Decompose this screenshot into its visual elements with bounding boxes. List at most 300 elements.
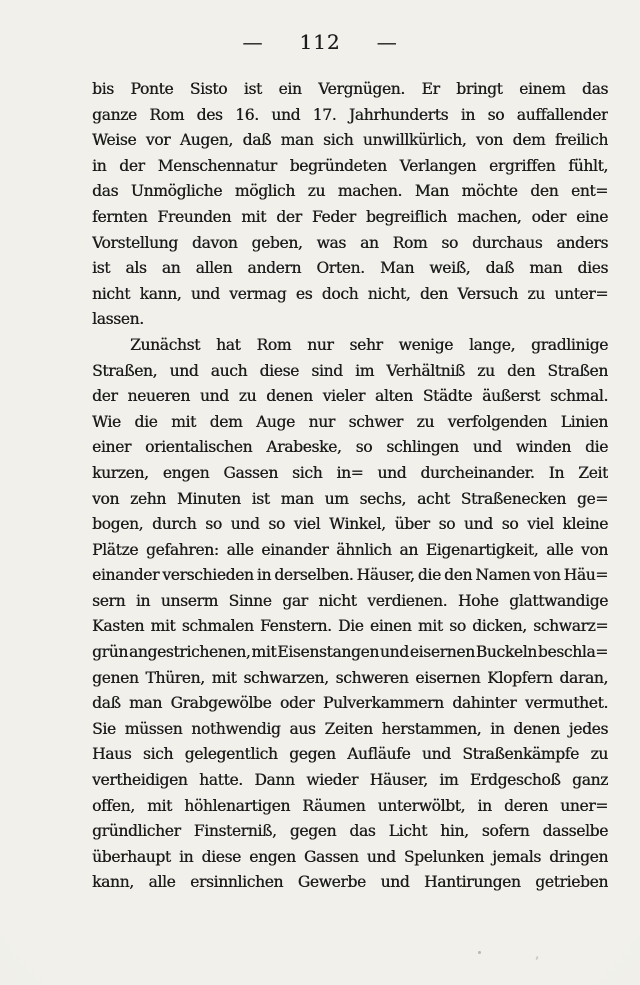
- word: begründeten: [289, 156, 387, 175]
- word: mit: [147, 796, 172, 815]
- word: ge=: [576, 489, 608, 508]
- word: zu: [590, 745, 608, 764]
- word: mit: [417, 617, 443, 636]
- word: in: [477, 796, 492, 815]
- word: oder: [531, 207, 566, 226]
- word: schweren: [335, 668, 409, 687]
- word: getrieben: [535, 873, 608, 892]
- word: sehr: [349, 335, 383, 354]
- word: grün: [92, 643, 128, 662]
- word: Vergnügen.: [318, 80, 405, 98]
- word: sich: [323, 131, 354, 150]
- text-line: [92, 438, 608, 464]
- word: schlingen: [386, 438, 459, 457]
- word: Auge: [255, 412, 295, 431]
- word: die: [584, 438, 608, 457]
- word: Sinne: [228, 591, 272, 610]
- word: deren: [503, 796, 548, 815]
- word: es: [295, 284, 313, 303]
- word: genen: [92, 668, 139, 687]
- word: Plätze: [92, 540, 139, 559]
- word: sechs,: [359, 489, 407, 508]
- word: mit: [171, 412, 196, 431]
- word: das: [349, 822, 376, 841]
- word: Jahrhunderts: [348, 105, 449, 124]
- word: Straßen,: [92, 361, 158, 380]
- word: uner=: [560, 796, 608, 815]
- word: verschieden: [162, 566, 254, 585]
- word: möchte: [461, 182, 518, 201]
- word: geben,: [251, 233, 303, 252]
- word: einem: [519, 80, 566, 98]
- word: doch: [321, 284, 359, 303]
- text-line: [92, 387, 608, 413]
- word: und: [379, 643, 409, 662]
- word: neueren: [127, 387, 190, 406]
- word: den: [530, 182, 559, 201]
- word: lange,: [468, 335, 516, 354]
- word: sern: [92, 591, 126, 610]
- word: durch: [152, 515, 197, 534]
- word: Sie: [92, 719, 116, 738]
- word: Linien: [560, 412, 608, 431]
- word: verdienen.: [367, 591, 448, 610]
- word: Eigenartigkeit,: [425, 540, 539, 559]
- word: eisernen: [415, 668, 481, 687]
- word: dahinter: [452, 694, 517, 713]
- page-header: [0, 30, 640, 56]
- word: in: [178, 847, 194, 866]
- text-line: [92, 336, 608, 362]
- word: man: [529, 259, 563, 278]
- word: freilich: [554, 131, 608, 150]
- word: Man: [414, 182, 449, 201]
- word: so: [355, 438, 373, 457]
- text-line: [92, 592, 608, 618]
- word: nicht: [318, 591, 357, 610]
- word: diese: [201, 847, 241, 866]
- book-page-scan: [0, 30, 640, 985]
- word: Er: [421, 80, 440, 98]
- text-line: [92, 234, 608, 260]
- word: Spelunken: [403, 847, 484, 866]
- word: hin,: [440, 822, 469, 841]
- word: man: [129, 694, 162, 713]
- word: so: [205, 515, 222, 534]
- word: und: [463, 515, 493, 534]
- word: so: [487, 105, 505, 124]
- word: Unmögliche: [130, 182, 223, 201]
- word: winden: [515, 438, 571, 457]
- word: jedes: [568, 719, 608, 738]
- word: Pulverkammern: [322, 694, 444, 713]
- word: engen: [162, 463, 210, 482]
- word: höhlenartigen: [184, 796, 290, 815]
- word: unwillkürlich,: [362, 131, 467, 150]
- word: sofern: [481, 822, 530, 841]
- text-block: [92, 80, 608, 899]
- text-line: [92, 362, 608, 388]
- word: Arabeske,: [266, 438, 342, 457]
- word: auch: [210, 361, 248, 380]
- text-line: [92, 694, 608, 720]
- word: daran,: [559, 668, 608, 687]
- text-line: [92, 285, 608, 311]
- word: hatte.: [199, 771, 243, 790]
- word: Gassen: [303, 847, 359, 866]
- word: Haus: [92, 745, 132, 764]
- word: vermuthet.: [524, 694, 608, 713]
- text-line: [92, 617, 608, 643]
- text-line: [92, 822, 608, 848]
- word: an: [359, 233, 379, 252]
- word: so: [438, 515, 456, 534]
- word: Zeiten: [324, 719, 373, 738]
- word: möglich: [234, 182, 295, 201]
- paper-speck: [478, 951, 481, 954]
- word: wieder: [306, 771, 359, 790]
- word: alle: [148, 873, 176, 892]
- word: in: [460, 105, 475, 124]
- word: ersinnlichen: [190, 873, 284, 892]
- word: einander: [261, 540, 329, 559]
- word: unterwölbt,: [377, 796, 466, 815]
- word: Menschennatur: [157, 156, 277, 175]
- word: 16.: [235, 105, 259, 124]
- word: mit: [241, 207, 267, 226]
- word: einen: [369, 617, 412, 636]
- text-line: [92, 157, 608, 183]
- word: des: [196, 105, 223, 124]
- header-dash-right: —: [376, 30, 398, 54]
- word: zu: [416, 412, 434, 431]
- word: durcheinander.: [420, 463, 535, 482]
- word: schmal.: [549, 387, 608, 406]
- text-line: [92, 106, 608, 132]
- word: und: [366, 847, 396, 866]
- word: diese: [259, 361, 299, 380]
- word: Verhältniß: [386, 361, 465, 380]
- text-line: [92, 490, 608, 516]
- word: gradlinige: [531, 335, 608, 354]
- word: Straßenecken: [460, 489, 566, 508]
- word: dem: [512, 131, 546, 150]
- word: Rom: [392, 233, 428, 252]
- word: Häuser,: [369, 771, 428, 790]
- word: Sisto: [189, 80, 228, 98]
- word: engen: [249, 847, 296, 866]
- word: alle: [546, 540, 574, 559]
- word: herstammen,: [381, 719, 482, 738]
- word: Vorstellung: [92, 233, 178, 252]
- word: Gassen: [223, 463, 278, 482]
- word: an: [161, 259, 181, 278]
- word: gegen: [289, 745, 336, 764]
- word: allen: [195, 259, 233, 278]
- word: unter=: [554, 284, 608, 303]
- word: von: [533, 566, 561, 585]
- word: die: [134, 412, 158, 431]
- word: Augen,: [179, 131, 233, 150]
- paragraph: [92, 336, 608, 899]
- word: als: [125, 259, 147, 278]
- word: unserm: [160, 591, 218, 610]
- word: zu: [307, 182, 326, 201]
- text-line: [92, 643, 608, 669]
- word: Winkel,: [329, 515, 386, 534]
- word: das: [581, 80, 608, 98]
- word: dicken,: [472, 617, 527, 636]
- word: so: [449, 617, 466, 636]
- word: in: [135, 591, 151, 610]
- word: derselben.: [274, 566, 354, 585]
- word: verfolgenden: [447, 412, 547, 431]
- word: ist: [92, 259, 111, 278]
- word: Fenstern.: [260, 617, 332, 636]
- word: in: [92, 156, 107, 175]
- word: machen.: [337, 182, 402, 201]
- text-line: [92, 515, 608, 541]
- word: einander: [92, 566, 160, 585]
- word: vermag: [229, 284, 287, 303]
- word: man: [280, 489, 314, 508]
- text-line: [92, 413, 608, 439]
- word: Rom: [256, 335, 292, 354]
- word: Licht: [388, 822, 427, 841]
- word: aus: [289, 719, 316, 738]
- word: schwarzen,: [243, 668, 329, 687]
- word: Man: [379, 259, 414, 278]
- text-line: [92, 848, 608, 874]
- word: von: [92, 489, 120, 508]
- word: mit: [150, 617, 176, 636]
- page-number: 112: [299, 30, 341, 54]
- word: kurzen,: [92, 463, 149, 482]
- word: der: [92, 387, 118, 406]
- word: alten: [374, 387, 413, 406]
- word: und: [199, 387, 229, 406]
- word: schmalen: [181, 617, 254, 636]
- word: Hantirungen: [423, 873, 521, 892]
- word: und: [421, 745, 451, 764]
- word: gründlicher: [92, 822, 181, 841]
- word: Straßen: [547, 361, 608, 380]
- word: eine: [576, 207, 608, 226]
- word: kann,: [92, 873, 134, 892]
- word: Versuch: [457, 284, 518, 303]
- word: glattwandige: [509, 591, 608, 610]
- word: und: [377, 463, 407, 482]
- word: eisernen: [409, 643, 475, 662]
- text-line: [92, 873, 608, 899]
- word: dringen: [549, 847, 608, 866]
- word: Gewerbe: [297, 873, 366, 892]
- word: In: [548, 463, 565, 482]
- word: in: [490, 719, 505, 738]
- word: dem: [209, 412, 243, 431]
- word: äußerst: [482, 387, 540, 406]
- word: sich: [292, 463, 323, 482]
- word: zehn: [130, 489, 166, 508]
- word: schwarz=: [533, 617, 608, 636]
- word: beschla=: [537, 643, 608, 662]
- word: zu: [238, 387, 257, 406]
- word: Straßenkämpfe: [462, 745, 579, 764]
- word: so: [268, 515, 285, 534]
- word: von: [475, 131, 503, 150]
- word: und: [271, 105, 301, 124]
- header-dash-left: —: [242, 30, 264, 54]
- word: die: [417, 566, 441, 585]
- word: jemals: [492, 847, 541, 866]
- word: kann,: [139, 284, 182, 303]
- word: 17.: [312, 105, 337, 124]
- word: ergriffen: [488, 156, 556, 175]
- word: Verlangen: [399, 156, 477, 175]
- word: der: [276, 207, 302, 226]
- word: Klopfern: [487, 668, 553, 687]
- text-line: [92, 131, 608, 157]
- word: Die: [338, 617, 364, 636]
- word: Häuser,: [356, 566, 415, 585]
- word: einer: [92, 438, 131, 457]
- word: müssen: [124, 719, 183, 738]
- word: weiß,: [429, 259, 471, 278]
- word: andern: [247, 259, 302, 278]
- word: gelegentlich: [184, 745, 278, 764]
- word: alle: [226, 540, 254, 559]
- word: Dann: [254, 771, 295, 790]
- word: oder: [279, 694, 315, 713]
- word: vieler: [322, 387, 365, 406]
- word: sich: [142, 745, 174, 764]
- paper-speck: [535, 956, 538, 960]
- word: und: [169, 361, 199, 380]
- word: Ponte: [130, 80, 174, 98]
- word: im: [354, 361, 374, 380]
- word: zu: [477, 361, 495, 380]
- word: an: [399, 540, 418, 559]
- word: den: [506, 361, 535, 380]
- word: Rom: [149, 105, 184, 124]
- word: fernten: [92, 207, 148, 226]
- word: daß: [485, 259, 514, 278]
- text-line: [92, 669, 608, 695]
- text-line: [92, 259, 608, 285]
- word: Räumen: [302, 796, 366, 815]
- word: Zunächst: [130, 335, 201, 354]
- word: Minuten: [176, 489, 241, 508]
- word: was: [316, 233, 346, 252]
- word: gar: [282, 591, 308, 610]
- text-line: [92, 771, 608, 797]
- word: auffallender: [516, 105, 608, 124]
- word: Weise: [92, 131, 137, 150]
- text-line: [92, 745, 608, 771]
- word: in=: [336, 463, 364, 482]
- word: bringt: [456, 80, 503, 98]
- word: wenige: [398, 335, 453, 354]
- word: nicht,: [367, 284, 411, 303]
- word: daß: [92, 694, 121, 713]
- word: durchaus: [471, 233, 543, 252]
- word: nur: [308, 412, 335, 431]
- word: Hohe: [457, 591, 499, 610]
- word: in: [256, 566, 272, 585]
- word: schwer: [348, 412, 403, 431]
- word: und: [380, 873, 410, 892]
- word: so: [441, 233, 458, 252]
- word: bogen,: [92, 515, 144, 534]
- word: ein: [278, 80, 302, 98]
- word: Städte: [422, 387, 473, 406]
- word: ganz: [572, 771, 608, 790]
- word: Buckeln: [475, 643, 537, 662]
- word: dasselbe: [542, 822, 608, 841]
- text-line: [92, 566, 608, 592]
- word: ganze: [92, 105, 137, 124]
- word: ähnlich: [336, 540, 392, 559]
- word: sind: [311, 361, 343, 380]
- word: viel: [527, 515, 554, 534]
- word: acht: [416, 489, 450, 508]
- word: gegen: [289, 822, 337, 841]
- paragraph: [92, 80, 608, 336]
- word: daß: [242, 131, 271, 150]
- text-line: [92, 80, 608, 106]
- word: der: [119, 156, 145, 175]
- word: den: [419, 284, 448, 303]
- word: Erdgeschoß: [469, 771, 561, 790]
- word: orientalischen: [145, 438, 253, 457]
- text-line: [92, 720, 608, 746]
- word: gefahren:: [145, 540, 219, 559]
- word: fühlt,: [568, 156, 608, 175]
- word: bis: [92, 80, 114, 98]
- word: überhaupt: [92, 847, 171, 866]
- text-line: [92, 541, 608, 567]
- word: Freunden: [157, 207, 232, 226]
- word: Eisenstangen: [277, 643, 379, 662]
- word: denen: [266, 387, 313, 406]
- word: man: [280, 131, 314, 150]
- word: vertheidigen: [92, 771, 188, 790]
- word: dies: [577, 259, 608, 278]
- word: Häu=: [563, 566, 608, 585]
- word: anders: [556, 233, 608, 252]
- text-line: [92, 310, 608, 336]
- word: den: [444, 566, 473, 585]
- word: nicht: [92, 284, 131, 303]
- word: über: [394, 515, 430, 534]
- text-line: [92, 464, 608, 490]
- text-line: [92, 797, 608, 823]
- word: und: [190, 284, 220, 303]
- word: Finsterniß,: [193, 822, 277, 841]
- word: Grabgewölbe: [170, 694, 272, 713]
- word: mit: [211, 668, 237, 687]
- word: hat: [216, 335, 241, 354]
- word: vor: [145, 131, 171, 150]
- word: ent=: [570, 182, 608, 201]
- word: zu: [527, 284, 545, 303]
- word: ist: [251, 489, 270, 508]
- word: offen,: [92, 796, 135, 815]
- word: ist: [243, 80, 262, 98]
- word: von: [580, 540, 608, 559]
- word: viel: [293, 515, 321, 534]
- word: das: [92, 182, 119, 201]
